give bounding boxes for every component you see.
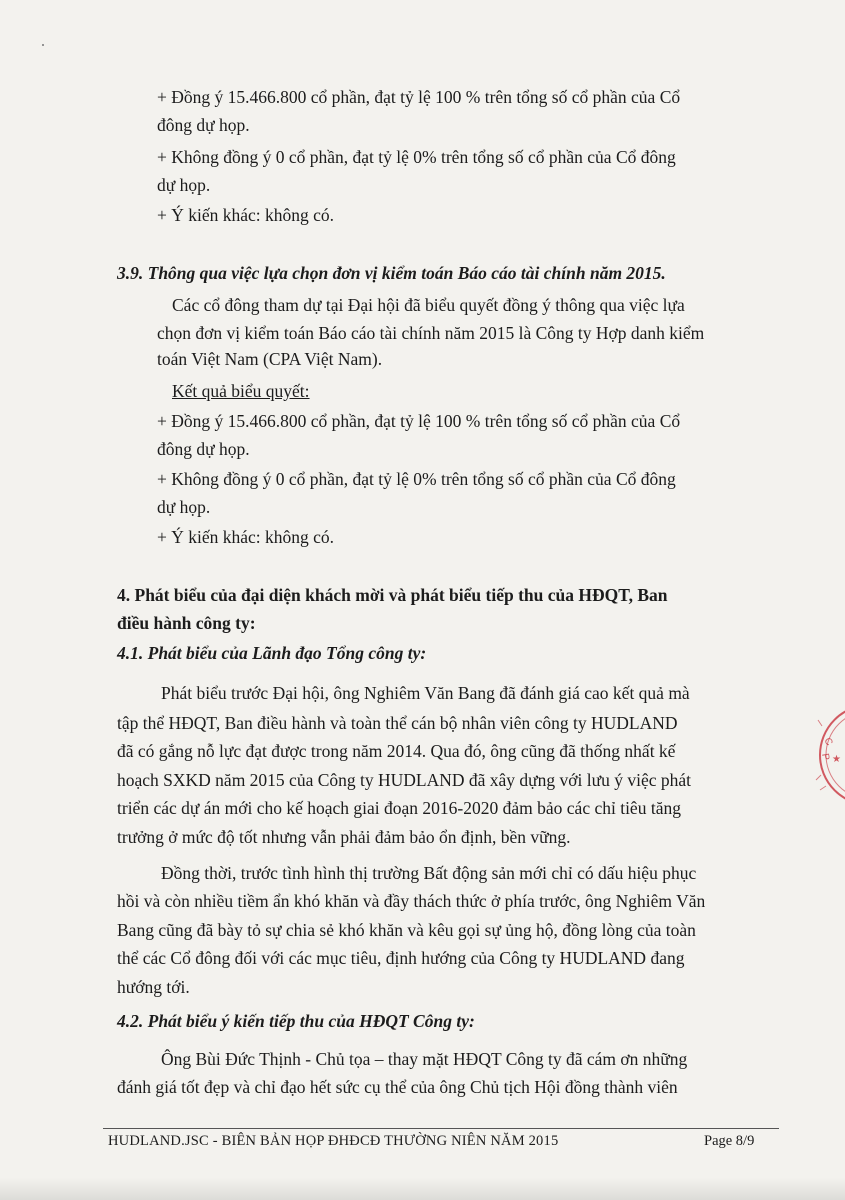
- svg-text:P: P: [819, 752, 832, 762]
- section-heading-3-9: 3.9. Thông qua việc lựa chọn đơn vị kiểm toán Báo cáo tài chính năm 2015.: [117, 263, 666, 283]
- text-line: Ông Bùi Đức Thịnh - Chủ tọa – thay mặt HĐQT Công ty đã cám ơn những: [161, 1049, 688, 1069]
- text-line: + Đồng ý 15.466.800 cổ phần, đạt tỷ lệ 100 % trên tổng số cổ phần của Cổ: [157, 87, 681, 107]
- vote-result-label: Kết quả biểu quyết:: [172, 381, 310, 401]
- text-line: đánh giá tốt đẹp và chỉ đạo hết sức cụ thể của ông Chủ tịch Hội đồng thành viên: [117, 1077, 678, 1097]
- text-line: đông dự họp.: [157, 439, 250, 459]
- text-line: đã có gắng nỗ lực đạt được trong năm 2014. Qua đó, ông cũng đã thống nhất kế: [117, 741, 676, 761]
- text-line: + Ý kiến khác: không có.: [157, 205, 335, 225]
- text-line: thể các Cổ đông đối với các mục tiêu, định hướng của Công ty HUDLAND đang: [117, 948, 685, 968]
- text-line: hướng tới.: [117, 977, 190, 997]
- text-line: + Không đồng ý 0 cổ phần, đạt tỷ lệ 0% trên tổng số cổ phần của Cổ đông: [157, 147, 676, 167]
- text-line: Phát biểu trước Đại hội, ông Nghiêm Văn Bang đã đánh giá cao kết quả mà: [161, 683, 690, 703]
- text-line: trưởng ở mức độ tốt nhưng vẫn phải đảm bảo ổn định, bền vững.: [117, 827, 571, 847]
- text-line: tập thể HĐQT, Ban điều hành và toàn thể cán bộ nhân viên công ty HUDLAND: [117, 713, 678, 733]
- text-line: triển các dự án mới cho kế hoạch giai đoạn 2016-2020 đảm bảo các chỉ tiêu tăng: [117, 798, 681, 818]
- text-line: hoạch SXKD năm 2015 của Công ty HUDLAND đã xây dựng với lưu ý việc phát: [117, 770, 692, 790]
- footer-page-number: Page 8/9: [704, 1133, 755, 1149]
- section-heading-4-cont: điều hành công ty:: [117, 613, 256, 633]
- scan-bottom-edge: [0, 1178, 845, 1200]
- text-line: + Không đồng ý 0 cổ phần, đạt tỷ lệ 0% trên tổng số cổ phần của Cổ đông: [157, 469, 676, 489]
- text-line: hồi và còn nhiều tiềm ẩn khó khăn và đầy thách thức ở phía trước, ông Nghiêm Văn: [117, 891, 706, 911]
- svg-text:C: C: [821, 736, 835, 748]
- text-line: Đồng thời, trước tình hình thị trường Bất động sản mới chỉ có dấu hiệu phục: [161, 863, 697, 883]
- svg-text:★: ★: [832, 754, 841, 765]
- text-line: + Ý kiến khác: không có.: [157, 527, 335, 547]
- text-line: dự họp.: [157, 175, 211, 195]
- section-heading-4-1: 4.1. Phát biểu của Lãnh đạo Tổng công ty:: [117, 643, 427, 663]
- text-line: đông dự họp.: [157, 115, 250, 135]
- section-heading-4: 4. Phát biểu của đại diện khách mời và phát biểu tiếp thu của HĐQT, Ban: [117, 585, 668, 605]
- company-seal-fragment: [808, 700, 845, 810]
- text-line: chọn đơn vị kiểm toán Báo cáo tài chính năm 2015 là Công ty Hợp danh kiểm: [157, 323, 705, 343]
- text-line: + Đồng ý 15.466.800 cổ phần, đạt tỷ lệ 100 % trên tổng số cổ phần của Cổ: [157, 411, 681, 431]
- scan-speck: [42, 44, 44, 46]
- text-line: Các cổ đông tham dự tại Đại hội đã biểu quyết đồng ý thông qua việc lựa: [172, 295, 685, 315]
- seal-icon: [808, 700, 845, 810]
- text-line: Bang cũng đã bày tỏ sự chia sẻ khó khăn và kêu gọi sự ủng hộ, đồng lòng của toàn: [117, 920, 696, 940]
- footer-document-title: HUDLAND.JSC - BIÊN BẢN HỌP ĐHĐCĐ THƯỜNG NIÊN NĂM 2015: [108, 1133, 559, 1149]
- text-line: toán Việt Nam (CPA Việt Nam).: [157, 349, 383, 369]
- text-line: dự họp.: [157, 497, 211, 517]
- footer-divider: [103, 1128, 779, 1129]
- section-heading-4-2: 4.2. Phát biểu ý kiến tiếp thu của HĐQT Công ty:: [117, 1011, 475, 1031]
